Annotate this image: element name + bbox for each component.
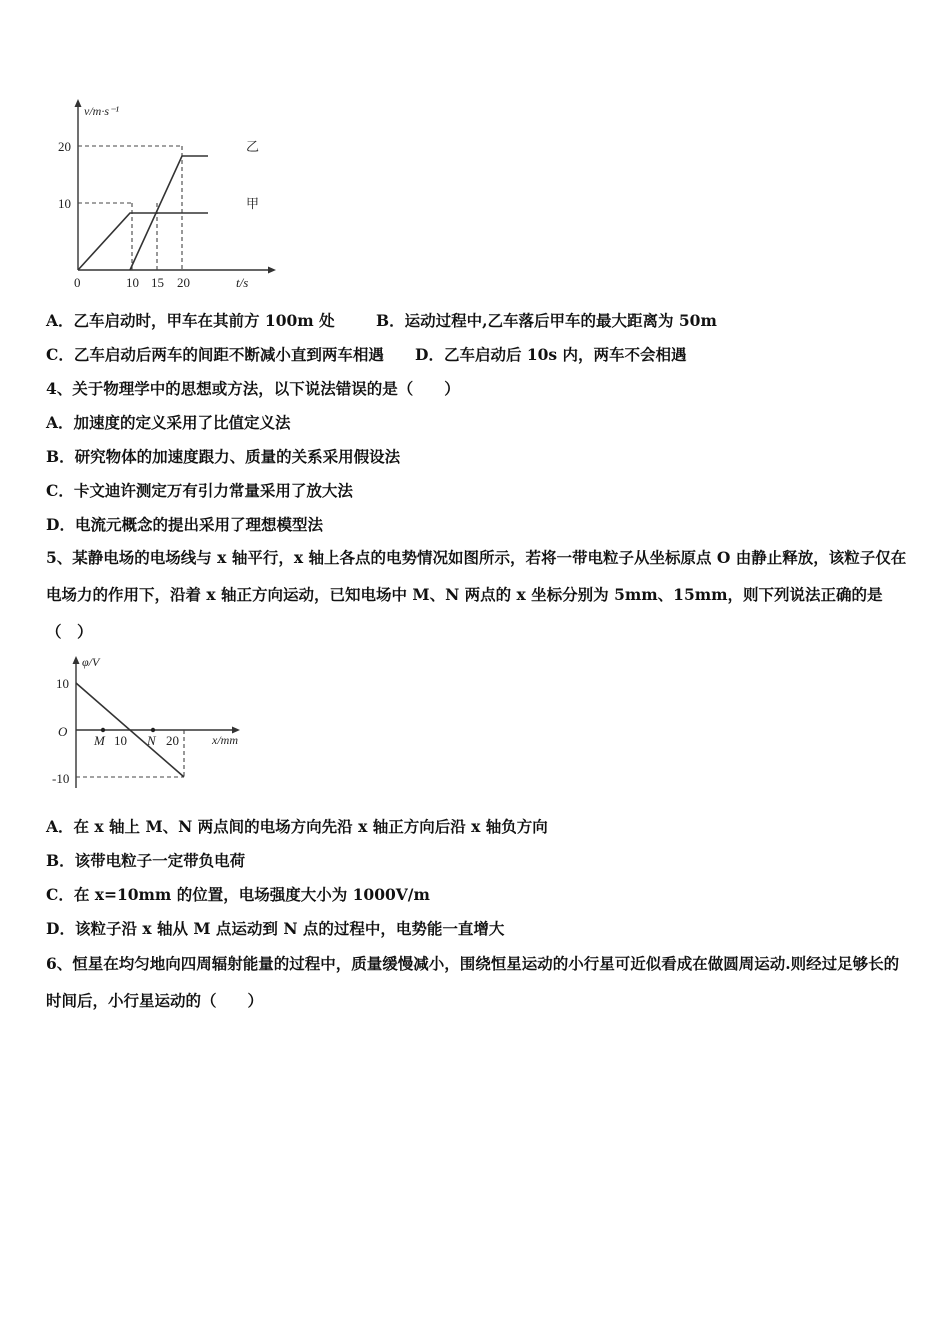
q5-option-a: A．在 x 轴上 M、N 两点间的电场方向先沿 x 轴正方向后沿 x 轴负方向 [46, 817, 548, 836]
x-axis-label: t/s [236, 275, 249, 290]
x-axis-arrow [268, 267, 276, 274]
q3-option-d: D．乙车启动后 10s 内，两车不会相遇 [415, 345, 687, 364]
y-tick-20: 20 [58, 139, 71, 154]
y-axis-arrow [73, 656, 80, 664]
q4-option-d: D．电流元概念的提出采用了理想模型法 [46, 515, 323, 534]
q5-stem: 5、某静电场的电场线与 x 轴平行，x 轴上各点的电势情况如图所示，若将一带电粒子从坐标原点 O 由静止释放，该粒子仅在电场力的作用下，沿着 x 轴正方向运动，已知电场中 M、N 两点的 x 坐标分别为 5mm、15mm，则下列说法正确的是（ ） [46, 548, 907, 641]
y-axis-label: φ/V [82, 655, 100, 669]
y-tick-10: 10 [56, 676, 69, 691]
x-axis-label: x/mm [212, 733, 238, 747]
origin-label: O [58, 724, 68, 739]
phi-x-graph [40, 652, 270, 792]
x-tick-10: 10 [126, 275, 139, 290]
q4-option-a: A．加速度的定义采用了比值定义法 [46, 413, 291, 432]
q4-option-b: B．研究物体的加速度跟力、质量的关系采用假设法 [46, 447, 401, 466]
x-tick-20: 20 [177, 275, 190, 290]
x-tick-15: 15 [151, 275, 164, 290]
point-n-label: N [147, 733, 156, 748]
y-axis-label: v/m·s⁻¹ [84, 104, 119, 118]
series-label-yi: 乙 [246, 139, 260, 154]
y-tick-10: 10 [58, 196, 71, 211]
point-m-label: M [94, 733, 105, 748]
q3-option-a: A．乙车启动时，甲车在其前方 100m 处 [46, 311, 335, 330]
q6-stem: 6、恒星在均匀地向四周辐射能量的过程中，质量缓慢减小，围绕恒星运动的小行星可近似看成在做圆周运动.则经过足够长的时间后，小行星运动的（ ） [46, 954, 900, 1010]
y-axis-arrow [75, 99, 82, 107]
q5-option-d: D．该粒子沿 x 轴从 M 点运动到 N 点的过程中，电势能一直增大 [46, 919, 505, 938]
q5-option-c: C．在 x=10mm 的位置，电场强度大小为 1000V/m [46, 885, 430, 904]
q4-option-c: C．卡文迪许测定万有引力常量采用了放大法 [46, 481, 353, 500]
y-tick-minus-10: -10 [52, 771, 70, 786]
q3-option-b: B．运动过程中,乙车落后甲车的最大距离为 50m [376, 311, 717, 330]
vt-graph [40, 95, 280, 290]
point-m-dot [101, 728, 105, 732]
q3-option-c: C．乙车启动后两车的间距不断减小直到两车相遇 [46, 345, 384, 364]
x-tick-20: 20 [166, 733, 179, 748]
x-tick-0: 0 [74, 275, 81, 290]
series-label-jia: 甲 [246, 196, 260, 211]
q5-option-b: B．该带电粒子一定带负电荷 [46, 851, 246, 870]
q4-stem: 4、关于物理学中的思想或方法，以下说法错误的是（ ） [46, 379, 460, 398]
x-tick-10: 10 [114, 733, 127, 748]
point-n-dot [151, 728, 155, 732]
